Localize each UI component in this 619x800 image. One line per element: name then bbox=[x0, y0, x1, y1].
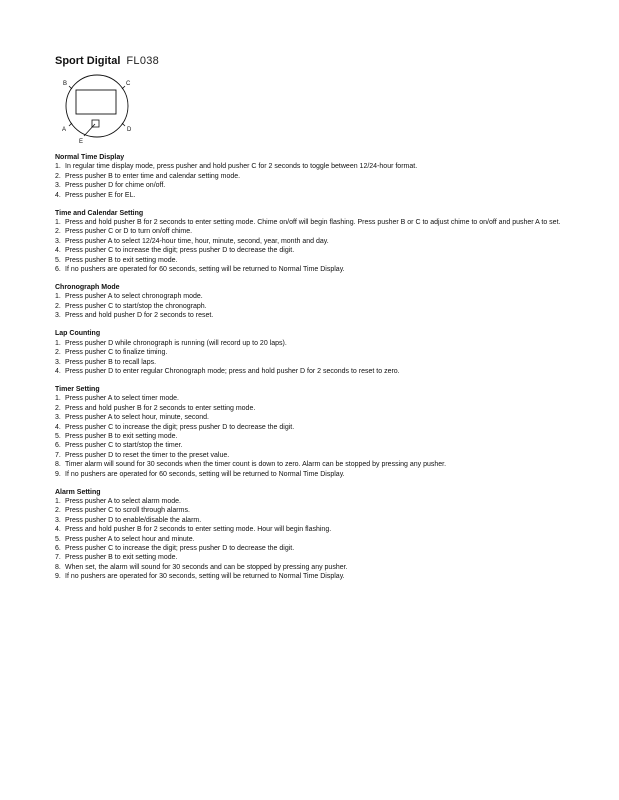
step-list bbox=[55, 394, 575, 479]
section-heading: Time and Calendar Setting bbox=[55, 209, 144, 217]
step-item: 3. Press and hold pusher D for 2 seconds to reset. bbox=[55, 312, 214, 320]
step-item: 2. Press pusher C or D to turn on/off chime. bbox=[55, 228, 193, 236]
step-item: 3. Press pusher D for chime on/off. bbox=[55, 182, 166, 190]
label-e: E bbox=[79, 139, 84, 145]
section-heading: Normal Time Display bbox=[55, 154, 125, 161]
instructions bbox=[55, 153, 575, 590]
watch-display-window bbox=[76, 90, 116, 114]
section-heading: Lap Counting bbox=[55, 330, 101, 338]
pusher-d-marker bbox=[122, 123, 125, 126]
section-alarm-setting bbox=[55, 488, 575, 582]
section-lap-counting bbox=[55, 329, 575, 376]
step-item: 1. Press pusher A to select chronograph mode. bbox=[55, 293, 203, 301]
label-d: D bbox=[127, 127, 132, 133]
step-item: 2. Press and hold pusher B for 2 seconds to enter setting mode. bbox=[55, 404, 256, 412]
step-item: 3. Press pusher D to enable/disable the alarm. bbox=[55, 516, 202, 524]
section-normal-time-display bbox=[55, 153, 575, 200]
section-heading: Chronograph Mode bbox=[55, 284, 120, 292]
section-heading: Timer Setting bbox=[55, 385, 100, 393]
step-item: 4. Press pusher C to increase the digit; press pusher D to decrease the digit. bbox=[55, 247, 295, 255]
label-c: C bbox=[126, 81, 131, 87]
step-item: 1. Press and hold pusher B for 2 seconds to enter setting mode. Chime on/off will begin flashing. Press pusher B or C to adjust chime to on/off and pusher A to set. bbox=[55, 219, 561, 227]
step-list bbox=[55, 497, 575, 582]
section-chronograph-mode bbox=[55, 283, 575, 321]
watch-case-outline bbox=[66, 75, 128, 137]
label-b: B bbox=[63, 81, 68, 87]
step-item: 5. Press pusher A to select hour and minute. bbox=[55, 535, 195, 543]
product-name: Sport Digital bbox=[55, 55, 121, 67]
step-item: 3. Press pusher B to recall laps. bbox=[55, 358, 157, 366]
step-list bbox=[55, 339, 575, 377]
section-heading: Alarm Setting bbox=[55, 488, 101, 496]
step-item: 1. Press pusher A to select alarm mode. bbox=[55, 497, 181, 505]
pusher-e-pointer bbox=[84, 124, 95, 136]
pusher-b-marker bbox=[69, 86, 72, 89]
step-item: 1. Press pusher D while chronograph is running (will record up to 20 laps). bbox=[55, 339, 287, 347]
step-item: 1. In regular time display mode, press pusher and hold pusher C for 2 seconds to toggle between 12/24-hour format. bbox=[55, 163, 418, 171]
step-item: 4. Press pusher C to increase the digit; press pusher D to decrease the digit. bbox=[55, 423, 295, 431]
step-item: 5. Press pusher B to exit setting mode. bbox=[55, 256, 178, 264]
model-code: FL038 bbox=[126, 55, 160, 67]
step-item: 4. Press pusher E for EL. bbox=[55, 191, 136, 199]
step-list bbox=[55, 162, 575, 200]
step-item: 4. Press pusher D to enter regular Chronograph mode; press and hold pusher D for 2 seconds to reset to zero. bbox=[55, 367, 400, 375]
step-item: 1. Press pusher A to select timer mode. bbox=[55, 395, 179, 403]
step-item: 2. Press pusher C to finalize timing. bbox=[55, 349, 168, 357]
step-item: 6. Press pusher C to start/stop the timer. bbox=[55, 442, 183, 450]
section-timer-setting bbox=[55, 385, 575, 479]
label-a: A bbox=[62, 127, 67, 133]
step-item: 6. Press pusher C to increase the digit; press pusher D to decrease the digit. bbox=[55, 545, 295, 552]
watch-diagram bbox=[55, 74, 145, 146]
step-item: 4. Press and hold pusher B for 2 seconds to enter setting mode. Hour will begin flashing. bbox=[55, 526, 332, 534]
step-item: 7. Press pusher B to exit setting mode. bbox=[55, 554, 178, 562]
step-item: 5. Press pusher B to exit setting mode. bbox=[55, 432, 178, 440]
pusher-c-marker bbox=[122, 86, 125, 89]
step-item: 9. If no pushers are operated for 30 seconds, setting will be returned to Normal Time Display. bbox=[55, 573, 345, 581]
step-item: 2. Press pusher C to start/stop the chronograph. bbox=[55, 302, 207, 310]
step-item: 3. Press pusher A to select hour, minute, second. bbox=[55, 414, 209, 422]
step-item: 8. When set, the alarm will sound for 30 seconds and can be stopped by pressing any pusher. bbox=[55, 563, 348, 571]
step-list bbox=[55, 218, 575, 274]
step-item: 8. Timer alarm will sound for 30 seconds when the timer count is down to zero. Alarm can be stopped by pressing any pusher. bbox=[55, 461, 447, 469]
step-item: 3. Press pusher A to select 12/24-hour time, hour, minute, second, year, month and day. bbox=[55, 237, 329, 245]
page-title bbox=[55, 55, 159, 67]
step-list bbox=[55, 292, 575, 320]
step-item: 9. If no pushers are operated for 60 seconds, setting will be returned to Normal Time Display. bbox=[55, 470, 345, 478]
pusher-a-marker bbox=[69, 123, 72, 126]
section-time-and-calendar-setting bbox=[55, 209, 575, 275]
step-item: 7. Press pusher D to reset the timer to the preset value. bbox=[55, 451, 230, 459]
step-item: 6. If no pushers are operated for 60 seconds, setting will be returned to Normal Time Display. bbox=[55, 266, 345, 274]
step-item: 2. Press pusher B to enter time and calendar setting mode. bbox=[55, 172, 241, 180]
step-item: 2. Press pusher C to scroll through alarms. bbox=[55, 507, 190, 515]
